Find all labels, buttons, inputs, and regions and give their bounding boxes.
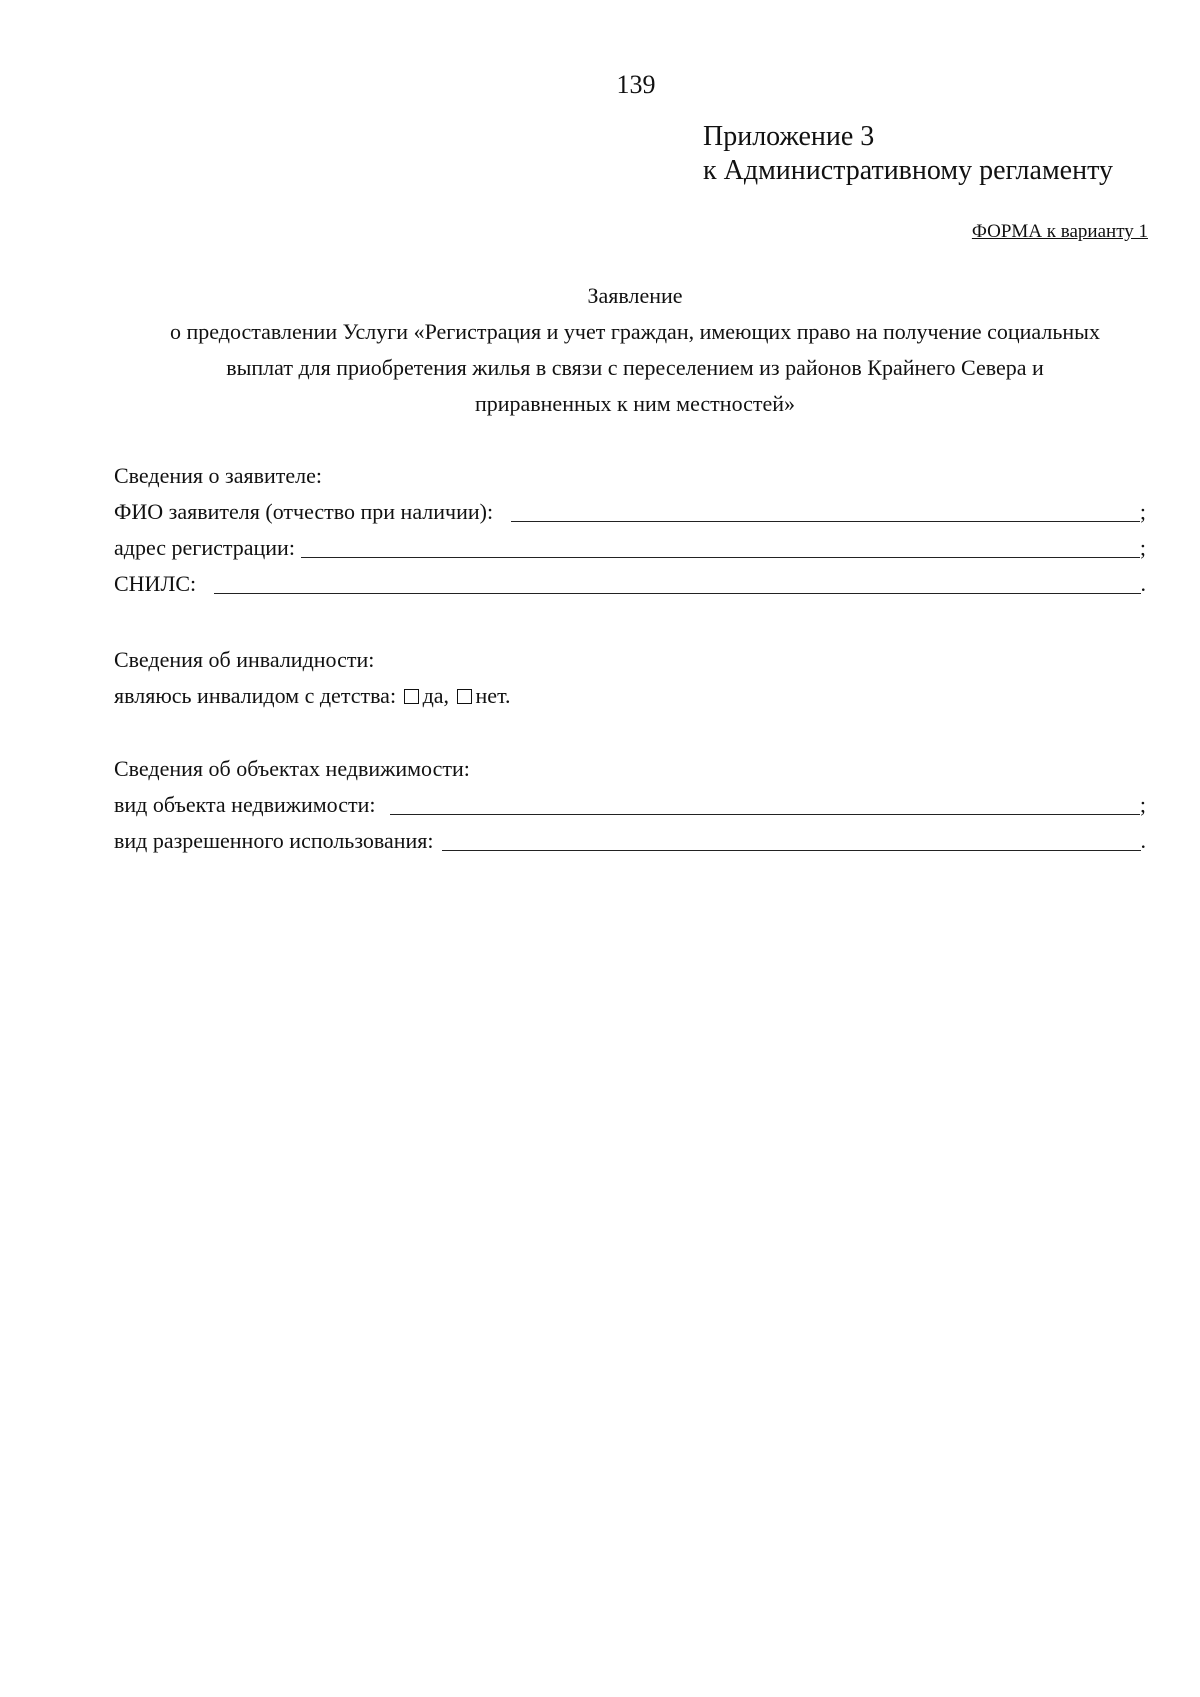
disability-question-row	[114, 678, 511, 714]
snils-terminator: .	[1140, 571, 1146, 596]
property-type-input-line[interactable]	[390, 788, 1140, 815]
address-label: адрес регистрации:	[114, 535, 295, 560]
appendix-number: Приложение 3	[703, 121, 875, 152]
disability-heading: Сведения об инвалидности:	[114, 647, 375, 672]
applicant-heading: Сведения о заявителе:	[114, 463, 323, 488]
snils-label: СНИЛС:	[114, 571, 197, 596]
title-heading: Заявление	[587, 283, 683, 308]
disability-yes-checkbox[interactable]	[404, 689, 419, 704]
property-type-field-row	[114, 787, 1146, 823]
fio-input-line[interactable]	[511, 495, 1140, 522]
address-field-row	[114, 530, 1146, 566]
disability-no-label: нет.	[475, 683, 511, 708]
property-heading: Сведения об объектах недвижимости:	[114, 756, 470, 781]
property-usage-input-line[interactable]	[442, 824, 1141, 851]
disability-yes-label: да,	[422, 683, 450, 708]
fio-terminator: ;	[1139, 499, 1146, 524]
property-section	[114, 751, 1146, 859]
address-input-line[interactable]	[301, 531, 1140, 558]
page-number: 139	[616, 70, 656, 99]
disability-section	[114, 642, 511, 714]
property-usage-field-row	[114, 823, 1146, 859]
disability-question: являюсь инвалидом с детства:	[114, 683, 397, 708]
property-usage-label: вид разрешенного использования:	[114, 828, 434, 853]
property-usage-terminator: .	[1140, 828, 1146, 853]
appendix-header	[703, 120, 1113, 188]
property-type-terminator: ;	[1139, 792, 1146, 817]
title-line-2: выплат для приобретения жилья в связи с переселением из районов Крайнего Севера и	[226, 355, 1044, 380]
form-variant-label: ФОРМА к варианту 1	[971, 221, 1148, 242]
fio-field-row	[114, 494, 1146, 530]
fio-label: ФИО заявителя (отчество при наличии):	[114, 499, 494, 524]
document-title	[100, 278, 1170, 422]
title-line-3: приравненных к ним местностей»	[474, 391, 796, 416]
title-line-1: о предоставлении Услуги «Регистрация и учет граждан, имеющих право на получение социальных	[170, 319, 1100, 344]
appendix-reference: к Административному регламенту	[703, 155, 1113, 186]
address-terminator: ;	[1139, 535, 1146, 560]
disability-no-checkbox[interactable]	[457, 689, 472, 704]
property-type-label: вид объекта недвижимости:	[114, 792, 376, 817]
applicant-section	[114, 458, 1146, 602]
snils-field-row	[114, 566, 1146, 602]
snils-input-line[interactable]	[214, 567, 1140, 594]
